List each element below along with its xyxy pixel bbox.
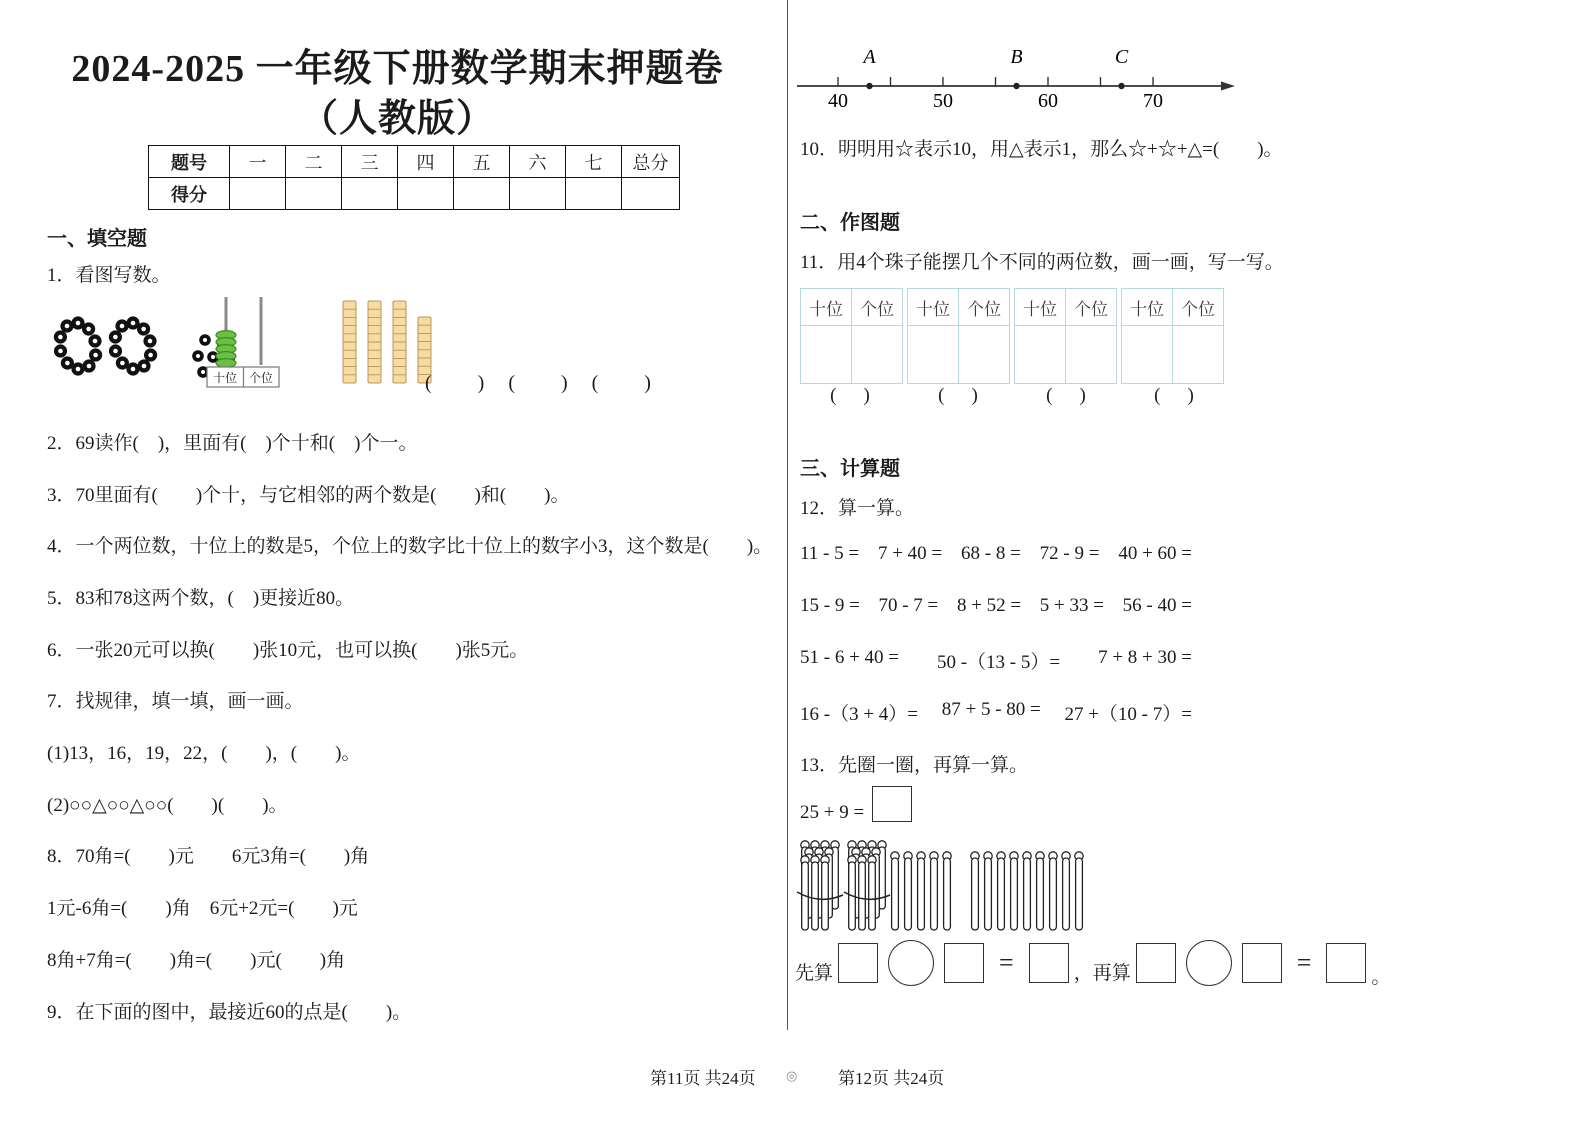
score-header-cell: 总分 — [622, 146, 680, 178]
column-divider — [787, 0, 788, 1030]
calc-item: 7 + 40 = — [877, 543, 943, 564]
place-value-table-2 — [907, 288, 1010, 384]
title-line1: 2024-2025 一年级下册数学期末押题卷 — [71, 48, 724, 90]
question-6: 6．一张20元可以换( )张10元，也可以换( )张5元。 — [47, 640, 529, 661]
question-7: 7．找规律，填一填，画一画。 — [47, 691, 304, 712]
place-value-tables — [800, 288, 1224, 384]
point-b-label: B — [1010, 46, 1023, 68]
loose-sticks-group-1 — [891, 852, 951, 930]
number-line-figure — [795, 46, 1235, 112]
calc-row-4 — [800, 699, 1192, 726]
score-header-cell: 四 — [398, 146, 454, 178]
calc-item: 5 + 33 = — [1039, 595, 1104, 616]
stick-bundle-2 — [844, 841, 890, 930]
place-value-table-1 — [800, 288, 903, 384]
calc-item: 56 - 40 = — [1122, 595, 1192, 616]
calc-item: 7 + 8 + 30 = — [1098, 647, 1192, 668]
score-header-cell: 三 — [342, 146, 398, 178]
place-value-answer-blanks — [800, 380, 1228, 407]
answer-blank: ( ) — [938, 385, 982, 406]
question-1: 1．看图写数。 — [47, 265, 171, 286]
footer-page-left: 第11页 共24页 — [650, 1069, 756, 1088]
question-5: 5．83和78这两个数，( )更接近80。 — [47, 588, 355, 609]
point-a-label: A — [863, 46, 876, 68]
calc-item: 50 -（13 - 5）= — [936, 652, 1061, 673]
score-empty-cell — [454, 178, 510, 210]
ones-header: 个位 — [1173, 289, 1224, 326]
score-table-header-row — [149, 146, 680, 178]
question-13-expression — [800, 786, 912, 824]
ones-cell — [852, 326, 903, 384]
calc-item: 40 + 60 = — [1118, 543, 1192, 564]
score-empty-cell — [342, 178, 398, 210]
question-8-line1: 8．70角=( )元 6元3角=( )角 — [47, 846, 370, 867]
tens-header: 十位 — [908, 289, 959, 326]
question-13: 13．先圈一圈，再算一算。 — [800, 755, 1029, 776]
score-empty-cell — [398, 178, 454, 210]
point-c-label: C — [1114, 46, 1129, 68]
question-1-answer-blanks: ( ) ( ) ( ) — [425, 372, 653, 394]
abacus-green-beads — [216, 331, 236, 368]
question-3: 3．70里面有( )个十，与它相邻的两个数是( )和( )。 — [47, 485, 570, 506]
tick-label-60: 60 — [1038, 90, 1058, 112]
calc-item: 11 - 5 = — [800, 543, 860, 564]
score-empty-cell — [566, 178, 622, 210]
score-empty-cell — [230, 178, 286, 210]
place-value-table-4 — [1121, 288, 1224, 384]
number-line-arrow — [1221, 82, 1235, 91]
title-line2: （人教版） — [299, 98, 495, 141]
operand-box — [838, 943, 878, 983]
equals-sign: = — [999, 948, 1014, 977]
score-header-cell: 题号 — [149, 146, 230, 178]
tens-cell — [908, 326, 959, 384]
question-2: 2．69读作( )，里面有( )个十和( )个一。 — [47, 433, 418, 454]
ones-cell — [959, 326, 1010, 384]
then-step-label: ，再算 — [1073, 962, 1131, 984]
base-ten-rods-figure — [335, 293, 435, 389]
page-title — [40, 44, 755, 144]
counting-beads-figure — [48, 300, 188, 392]
calc-row-2 — [800, 595, 1192, 617]
answer-blank: ( ) — [1154, 385, 1198, 406]
ones-cell — [1066, 326, 1117, 384]
operand-box — [944, 943, 984, 983]
tens-header: 十位 — [801, 289, 852, 326]
operator-circle — [1186, 940, 1232, 986]
tick-label-40: 40 — [828, 90, 848, 112]
section3-heading: 三、计算题 — [800, 458, 900, 480]
question-7-part1: (1)13，16，19，22，( )，( )。 — [47, 743, 361, 764]
question-8-line3: 8角+7角=( )角=( )元( )角 — [47, 950, 346, 971]
ones-header: 个位 — [959, 289, 1010, 326]
tick-label-70: 70 — [1143, 90, 1163, 112]
question-10: 10．明明用☆表示10，用△表示1，那么☆+☆+△=( )。 — [800, 139, 1283, 160]
score-empty-cell — [510, 178, 566, 210]
calc-item: 27 +（10 - 7）= — [1064, 704, 1192, 725]
question-4: 4．一个两位数，十位上的数是5，个位上的数字比十位上的数字小3，这个数是( )。 — [47, 536, 773, 557]
tens-cell — [1015, 326, 1066, 384]
calc-item: 87 + 5 - 80 = — [941, 699, 1041, 720]
score-header-cell: 六 — [510, 146, 566, 178]
tens-header: 十位 — [1015, 289, 1066, 326]
calc-item: 70 - 7 = — [878, 595, 939, 616]
counting-sticks-figure — [795, 836, 1085, 942]
calc-item: 51 - 6 + 40 = — [800, 647, 900, 668]
abacus-figure — [205, 293, 281, 389]
calc-row-1 — [800, 543, 1192, 565]
score-empty-cell — [286, 178, 342, 210]
score-row-label: 得分 — [149, 178, 230, 210]
calc-item: 15 - 9 = — [800, 595, 860, 616]
score-header-cell: 五 — [454, 146, 510, 178]
equals-sign: = — [1296, 948, 1312, 977]
loose-sticks-group-2 — [971, 852, 1083, 930]
tens-cell — [1122, 326, 1173, 384]
answer-blank: ( ) — [1046, 385, 1090, 406]
calc-row-3 — [800, 647, 1192, 674]
score-header-cell: 七 — [566, 146, 622, 178]
bead-ring-2 — [109, 316, 157, 375]
score-header-cell: 二 — [286, 146, 342, 178]
calc-item: 68 - 8 = — [961, 543, 1021, 564]
abacus-tens-label: 十位 — [212, 371, 238, 385]
footer-separator-icon: ◎ — [786, 1068, 798, 1083]
score-header-cell: 一 — [230, 146, 286, 178]
question-12: 12．算一算。 — [800, 498, 915, 519]
ones-header: 个位 — [852, 289, 903, 326]
tick-label-50: 50 — [933, 90, 953, 112]
question-9: 9．在下面的图中，最接近60的点是( )。 — [47, 1002, 412, 1023]
score-table — [148, 145, 680, 210]
calc-item: 72 - 9 = — [1039, 543, 1100, 564]
score-table-score-row — [149, 178, 680, 210]
tens-header: 十位 — [1122, 289, 1173, 326]
first-step-label: 先算 — [795, 962, 834, 984]
calc-item: 8 + 52 = — [956, 595, 1022, 616]
calc-item: 16 -（3 + 4）= — [800, 704, 919, 725]
bead-ring-1 — [54, 316, 102, 375]
abacus-ones-label: 个位 — [248, 371, 274, 385]
operand-box — [1242, 943, 1282, 983]
expression-text: 25 + 9 = — [800, 802, 865, 823]
result-box — [1326, 943, 1366, 983]
ones-cell — [1173, 326, 1224, 384]
operand-box — [1136, 943, 1176, 983]
question-13-equation-row — [795, 940, 1390, 986]
ones-header: 个位 — [1066, 289, 1117, 326]
section2-heading: 二、作图题 — [800, 212, 900, 234]
place-value-table-3 — [1014, 288, 1117, 384]
section1-heading: 一、填空题 — [47, 228, 147, 250]
period-mark: 。 — [1371, 966, 1391, 988]
operator-circle — [888, 940, 934, 986]
question-8-line2: 1元-6角=( )角 6元+2元=( )元 — [47, 898, 358, 919]
result-box — [1029, 943, 1069, 983]
question-7-part2: (2)○○△○○△○○( )( )。 — [47, 795, 288, 816]
answer-box — [872, 786, 912, 822]
tens-cell — [801, 326, 852, 384]
footer-page-right: 第12页 共24页 — [838, 1069, 945, 1088]
score-empty-cell — [622, 178, 680, 210]
answer-blank: ( ) — [830, 385, 874, 406]
number-line-ticks — [838, 77, 1153, 86]
stick-bundle-1 — [797, 841, 843, 930]
question-11: 11．用4个珠子能摆几个不同的两位数，画一画，写一写。 — [800, 252, 1284, 273]
